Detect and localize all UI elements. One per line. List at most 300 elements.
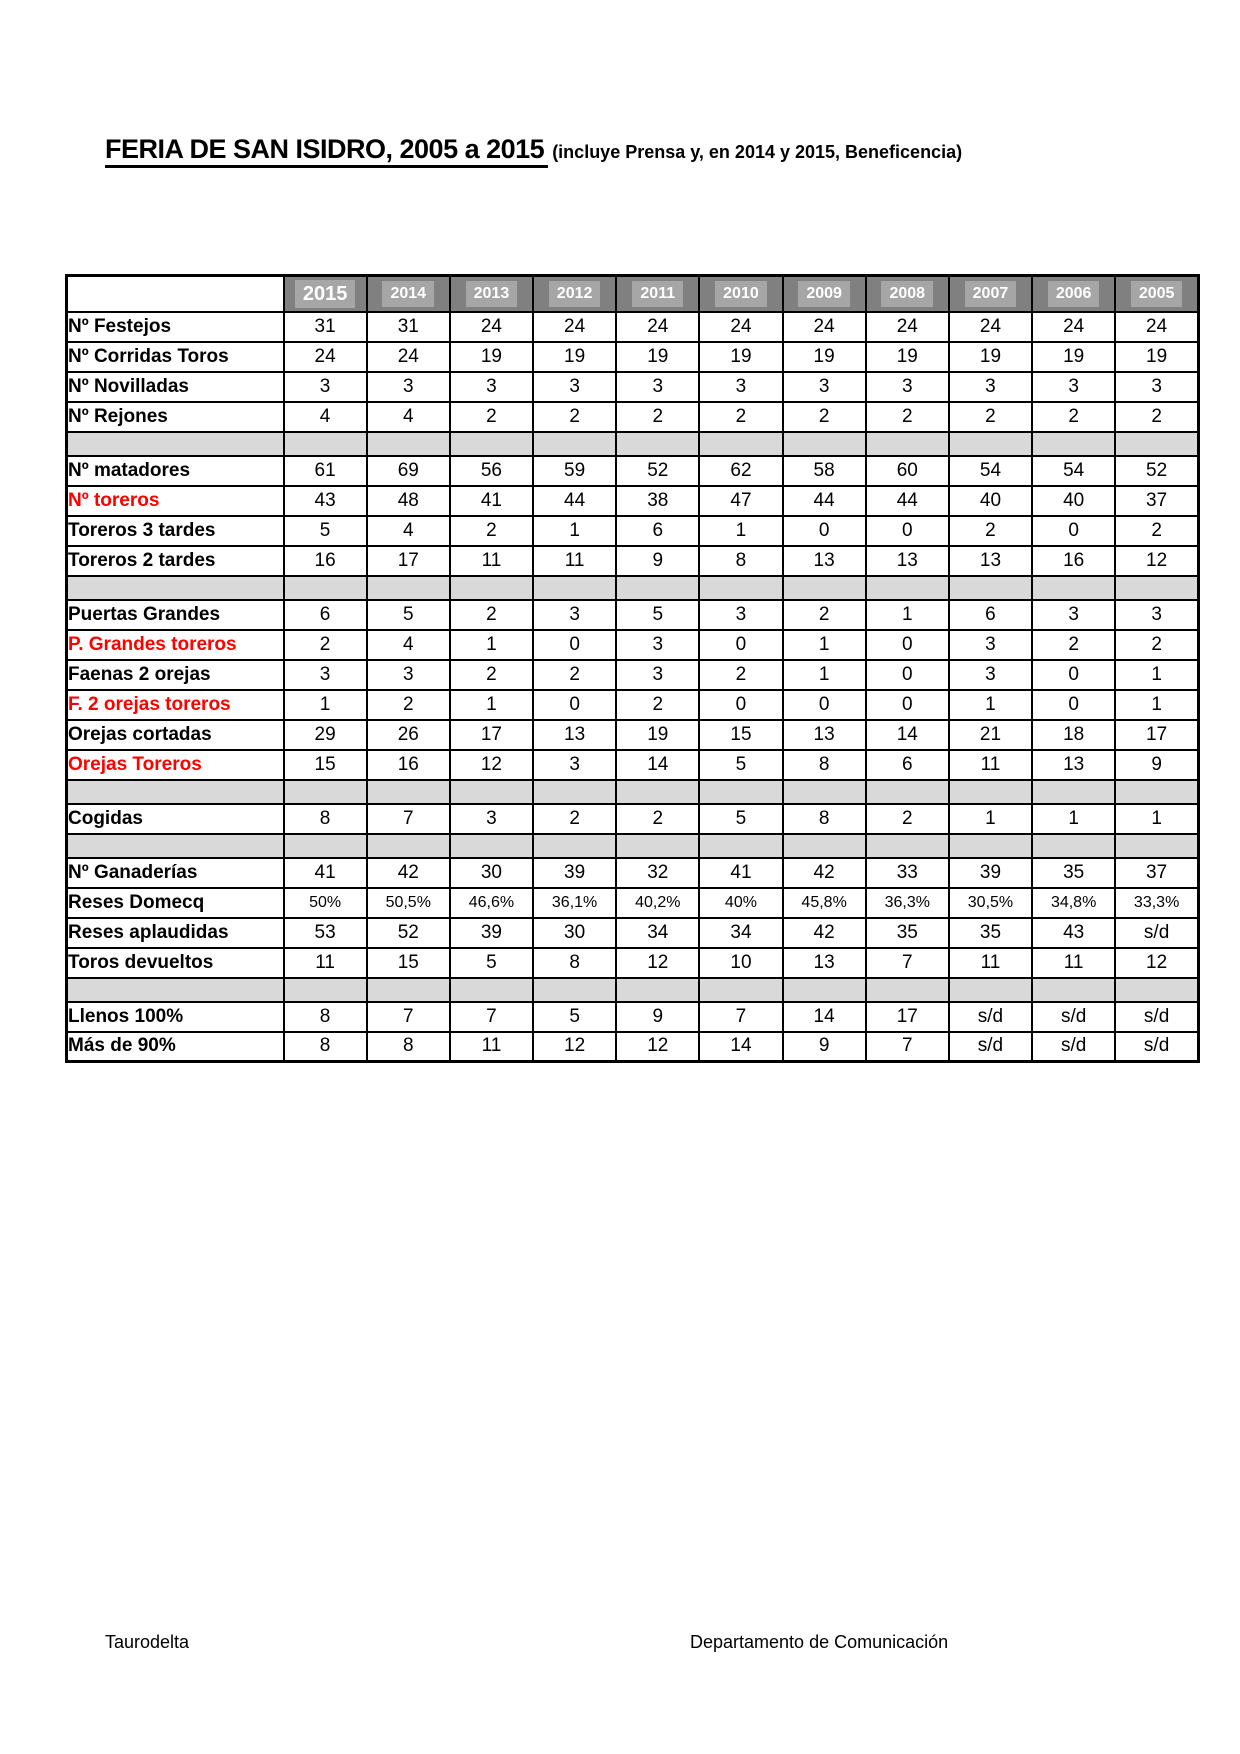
value-cell: 12 [616,1032,699,1062]
value-cell: 5 [699,750,782,780]
table-row [67,858,1199,888]
value-cell: 39 [533,858,616,888]
value-cell: 17 [1115,720,1198,750]
value-cell: 3 [949,660,1032,690]
spacer-cell [699,978,782,1002]
value-cell: 11 [450,1032,533,1062]
value-cell: 35 [949,918,1032,948]
value-cell: 3 [367,372,450,402]
spacer-cell [949,576,1032,600]
value-cell: 3 [699,600,782,630]
value-cell: 32 [616,858,699,888]
table-row [67,456,1199,486]
table-row [67,372,1199,402]
value-cell: 7 [367,1002,450,1032]
row-label: Más de 90% [67,1032,284,1062]
value-cell: 52 [367,918,450,948]
value-cell: 15 [284,750,367,780]
value-cell: 0 [866,690,949,720]
row-label: Nº Novilladas [67,372,284,402]
spacer-row [67,834,1199,858]
value-cell: 52 [1115,456,1198,486]
spacer-cell [67,834,284,858]
year-header-2005 [1115,276,1198,312]
spacer-row [67,978,1199,1002]
value-cell: 37 [1115,486,1198,516]
value-cell: 10 [699,948,782,978]
table-row [67,342,1199,372]
row-label: Orejas Toreros [67,750,284,780]
value-cell: 42 [783,858,866,888]
value-cell: 30,5% [949,888,1032,918]
value-cell: 6 [949,600,1032,630]
value-cell: 34 [616,918,699,948]
spacer-cell [699,834,782,858]
spacer-cell [284,780,367,804]
value-cell: 16 [284,546,367,576]
value-cell: 13 [949,546,1032,576]
value-cell: 16 [367,750,450,780]
title-main: FERIA DE SAN ISIDRO, 2005 a 2015 [105,134,548,168]
value-cell: 50% [284,888,367,918]
value-cell: 2 [367,690,450,720]
value-cell: 46,6% [450,888,533,918]
value-cell: 6 [866,750,949,780]
value-cell: 2 [783,600,866,630]
value-cell: 26 [367,720,450,750]
value-cell: 62 [699,456,782,486]
value-cell: 11 [949,750,1032,780]
table-row [67,486,1199,516]
value-cell: 15 [699,720,782,750]
value-cell: 6 [616,516,699,546]
spacer-cell [450,780,533,804]
value-cell: 36,3% [866,888,949,918]
value-cell: 17 [866,1002,949,1032]
year-chip: 2009 [798,281,850,307]
spacer-cell [533,576,616,600]
value-cell: 11 [450,546,533,576]
value-cell: 3 [533,750,616,780]
row-label: Faenas 2 orejas [67,660,284,690]
value-cell: 12 [1115,546,1198,576]
value-cell: 0 [1032,690,1115,720]
year-header-2012 [533,276,616,312]
value-cell: 13 [533,720,616,750]
year-header-2007 [949,276,1032,312]
spacer-cell [284,576,367,600]
year-chip: 2008 [881,281,933,307]
row-label: Nº Corridas Toros [67,342,284,372]
value-cell: 31 [367,312,450,342]
value-cell: 5 [284,516,367,546]
value-cell: 34 [699,918,782,948]
spacer-cell [367,834,450,858]
year-header-2014 [367,276,450,312]
value-cell: 3 [866,372,949,402]
row-label: Reses aplaudidas [67,918,284,948]
spacer-cell [783,432,866,456]
value-cell: 0 [866,630,949,660]
value-cell: 41 [699,858,782,888]
value-cell: 11 [949,948,1032,978]
value-cell: 19 [616,720,699,750]
value-cell: 30 [533,918,616,948]
stats-table-body [67,312,1199,1062]
value-cell: 39 [949,858,1032,888]
spacer-cell [367,780,450,804]
year-chip: 2010 [715,281,767,307]
value-cell: 69 [367,456,450,486]
value-cell: 18 [1032,720,1115,750]
value-cell: 21 [949,720,1032,750]
value-cell: 48 [367,486,450,516]
row-label: Cogidas [67,804,284,834]
spacer-cell [1032,576,1115,600]
spacer-row [67,432,1199,456]
value-cell: 1 [949,690,1032,720]
spacer-cell [699,432,782,456]
spacer-cell [533,432,616,456]
value-cell: 24 [367,342,450,372]
value-cell: 2 [450,402,533,432]
value-cell: 14 [699,1032,782,1062]
value-cell: 11 [1032,948,1115,978]
value-cell: 42 [367,858,450,888]
value-cell: 16 [1032,546,1115,576]
value-cell: s/d [949,1002,1032,1032]
value-cell: 17 [367,546,450,576]
spacer-cell [616,978,699,1002]
value-cell: 35 [1032,858,1115,888]
table-row [67,630,1199,660]
year-chip: 2007 [965,281,1017,307]
value-cell: 7 [367,804,450,834]
value-cell: 2 [533,402,616,432]
value-cell: 5 [367,600,450,630]
value-cell: 7 [866,1032,949,1062]
value-cell: 2 [783,402,866,432]
value-cell: 40 [949,486,1032,516]
value-cell: 0 [1032,516,1115,546]
spacer-cell [533,834,616,858]
row-label: Reses Domecq [67,888,284,918]
value-cell: 33,3% [1115,888,1198,918]
spacer-cell [67,978,284,1002]
value-cell: 43 [284,486,367,516]
spacer-cell [783,978,866,1002]
value-cell: 1 [450,690,533,720]
value-cell: 8 [699,546,782,576]
value-cell: 1 [949,804,1032,834]
value-cell: 8 [367,1032,450,1062]
spacer-cell [1115,576,1198,600]
value-cell: 41 [450,486,533,516]
spacer-cell [1032,834,1115,858]
value-cell: 1 [1032,804,1115,834]
value-cell: s/d [1032,1032,1115,1062]
spacer-cell [616,834,699,858]
value-cell: s/d [1032,1002,1115,1032]
year-chip: 2005 [1131,281,1183,307]
spacer-cell [67,432,284,456]
value-cell: 1 [866,600,949,630]
row-label: Llenos 100% [67,1002,284,1032]
value-cell: 40 [1032,486,1115,516]
value-cell: s/d [949,1032,1032,1062]
value-cell: 3 [450,804,533,834]
value-cell: 3 [367,660,450,690]
value-cell: 3 [616,630,699,660]
value-cell: 3 [450,372,533,402]
value-cell: 0 [866,660,949,690]
table-row [67,918,1199,948]
value-cell: 5 [699,804,782,834]
value-cell: 2 [866,402,949,432]
value-cell: 17 [450,720,533,750]
value-cell: 0 [1032,660,1115,690]
table-row [67,546,1199,576]
spacer-cell [450,834,533,858]
label-header-cell [67,276,284,312]
spacer-cell [616,432,699,456]
year-header-2006 [1032,276,1115,312]
value-cell: 54 [1032,456,1115,486]
value-cell: 9 [616,1002,699,1032]
value-cell: 1 [783,660,866,690]
value-cell: 24 [1115,312,1198,342]
spacer-cell [284,432,367,456]
value-cell: 0 [533,690,616,720]
page-title [105,134,962,165]
value-cell: 1 [783,630,866,660]
value-cell: 9 [1115,750,1198,780]
value-cell: 24 [450,312,533,342]
value-cell: 40,2% [616,888,699,918]
value-cell: 4 [367,402,450,432]
value-cell: 3 [284,372,367,402]
value-cell: 19 [616,342,699,372]
row-label: Nº toreros [67,486,284,516]
value-cell: 0 [783,516,866,546]
value-cell: 29 [284,720,367,750]
footer-left: Taurodelta [105,1632,190,1652]
row-label: Nº Rejones [67,402,284,432]
value-cell: 12 [1115,948,1198,978]
value-cell: 24 [866,312,949,342]
spacer-cell [699,576,782,600]
value-cell: 30 [450,858,533,888]
value-cell: 2 [533,660,616,690]
value-cell: 3 [1115,372,1198,402]
value-cell: 0 [699,630,782,660]
row-label: Orejas cortadas [67,720,284,750]
table-row [67,1032,1199,1062]
value-cell: 3 [949,630,1032,660]
row-label: F. 2 orejas toreros [67,690,284,720]
value-cell: 19 [1032,342,1115,372]
value-cell: s/d [1115,1032,1198,1062]
spacer-cell [783,834,866,858]
value-cell: 3 [533,600,616,630]
value-cell: 1 [1115,660,1198,690]
value-cell: 2 [949,402,1032,432]
spacer-cell [1115,780,1198,804]
value-cell: 3 [699,372,782,402]
value-cell: 0 [533,630,616,660]
value-cell: 4 [367,516,450,546]
spacer-row [67,576,1199,600]
value-cell: 14 [616,750,699,780]
value-cell: 13 [1032,750,1115,780]
value-cell: 8 [783,750,866,780]
year-header-2013 [450,276,533,312]
row-label: Toreros 3 tardes [67,516,284,546]
value-cell: 2 [616,804,699,834]
value-cell: 12 [450,750,533,780]
value-cell: 53 [284,918,367,948]
spacer-cell [783,780,866,804]
row-label: Nº Festejos [67,312,284,342]
value-cell: 24 [699,312,782,342]
value-cell: 19 [533,342,616,372]
value-cell: 24 [1032,312,1115,342]
spacer-cell [699,780,782,804]
year-header-2009 [783,276,866,312]
row-label: Puertas Grandes [67,600,284,630]
value-cell: s/d [1115,1002,1198,1032]
value-cell: 1 [1115,804,1198,834]
spacer-cell [866,576,949,600]
year-chip: 2013 [466,281,518,307]
value-cell: 13 [783,720,866,750]
table-row [67,804,1199,834]
value-cell: 34,8% [1032,888,1115,918]
value-cell: 1 [533,516,616,546]
value-cell: 3 [616,660,699,690]
value-cell: 3 [616,372,699,402]
value-cell: 24 [616,312,699,342]
year-chip: 2006 [1048,281,1100,307]
value-cell: 4 [367,630,450,660]
spacer-cell [450,978,533,1002]
value-cell: 40% [699,888,782,918]
value-cell: 7 [450,1002,533,1032]
spacer-row [67,780,1199,804]
year-chip: 2012 [549,281,601,307]
table-row [67,402,1199,432]
value-cell: 56 [450,456,533,486]
value-cell: 11 [284,948,367,978]
value-cell: 24 [533,312,616,342]
spacer-cell [1032,432,1115,456]
value-cell: 3 [284,660,367,690]
spacer-cell [367,576,450,600]
value-cell: 2 [284,630,367,660]
value-cell: 12 [533,1032,616,1062]
value-cell: 4 [284,402,367,432]
value-cell: 2 [450,600,533,630]
table-row [67,312,1199,342]
spacer-cell [866,834,949,858]
value-cell: 12 [616,948,699,978]
value-cell: 9 [616,546,699,576]
value-cell: 42 [783,918,866,948]
value-cell: 19 [783,342,866,372]
row-label: Nº Ganaderías [67,858,284,888]
value-cell: 43 [1032,918,1115,948]
value-cell: 2 [699,402,782,432]
value-cell: 14 [783,1002,866,1032]
spacer-cell [284,834,367,858]
table-row [67,690,1199,720]
spacer-cell [1115,834,1198,858]
value-cell: 36,1% [533,888,616,918]
spacer-cell [866,432,949,456]
spacer-cell [949,780,1032,804]
value-cell: 44 [533,486,616,516]
table-row [67,1002,1199,1032]
table-row [67,750,1199,780]
value-cell: 47 [699,486,782,516]
value-cell: 8 [284,1032,367,1062]
value-cell: 19 [866,342,949,372]
value-cell: 13 [783,948,866,978]
value-cell: 13 [866,546,949,576]
table-row [67,948,1199,978]
spacer-cell [783,576,866,600]
value-cell: 59 [533,456,616,486]
value-cell: 50,5% [367,888,450,918]
year-chip: 2014 [382,281,434,307]
value-cell: 35 [866,918,949,948]
value-cell: 31 [284,312,367,342]
spacer-cell [67,576,284,600]
stats-table [65,274,1200,1063]
value-cell: 8 [284,804,367,834]
value-cell: 54 [949,456,1032,486]
value-cell: 3 [949,372,1032,402]
value-cell: 2 [450,660,533,690]
year-header-2008 [866,276,949,312]
spacer-cell [367,432,450,456]
value-cell: 3 [533,372,616,402]
spacer-cell [533,978,616,1002]
value-cell: 2 [1115,630,1198,660]
value-cell: 2 [1032,630,1115,660]
value-cell: 33 [866,858,949,888]
value-cell: 38 [616,486,699,516]
title-note: (incluye Prensa y, en 2014 y 2015, Beneficencia) [552,142,963,162]
value-cell: 5 [533,1002,616,1032]
value-cell: 3 [1115,600,1198,630]
value-cell: 11 [533,546,616,576]
value-cell: 2 [1115,402,1198,432]
spacer-cell [949,978,1032,1002]
year-header-2011 [616,276,699,312]
table-row [67,888,1199,918]
value-cell: 52 [616,456,699,486]
value-cell: 6 [284,600,367,630]
value-cell: 2 [533,804,616,834]
value-cell: 61 [284,456,367,486]
spacer-cell [1115,432,1198,456]
spacer-cell [949,432,1032,456]
value-cell: s/d [1115,918,1198,948]
value-cell: 39 [450,918,533,948]
value-cell: 44 [866,486,949,516]
value-cell: 2 [616,690,699,720]
